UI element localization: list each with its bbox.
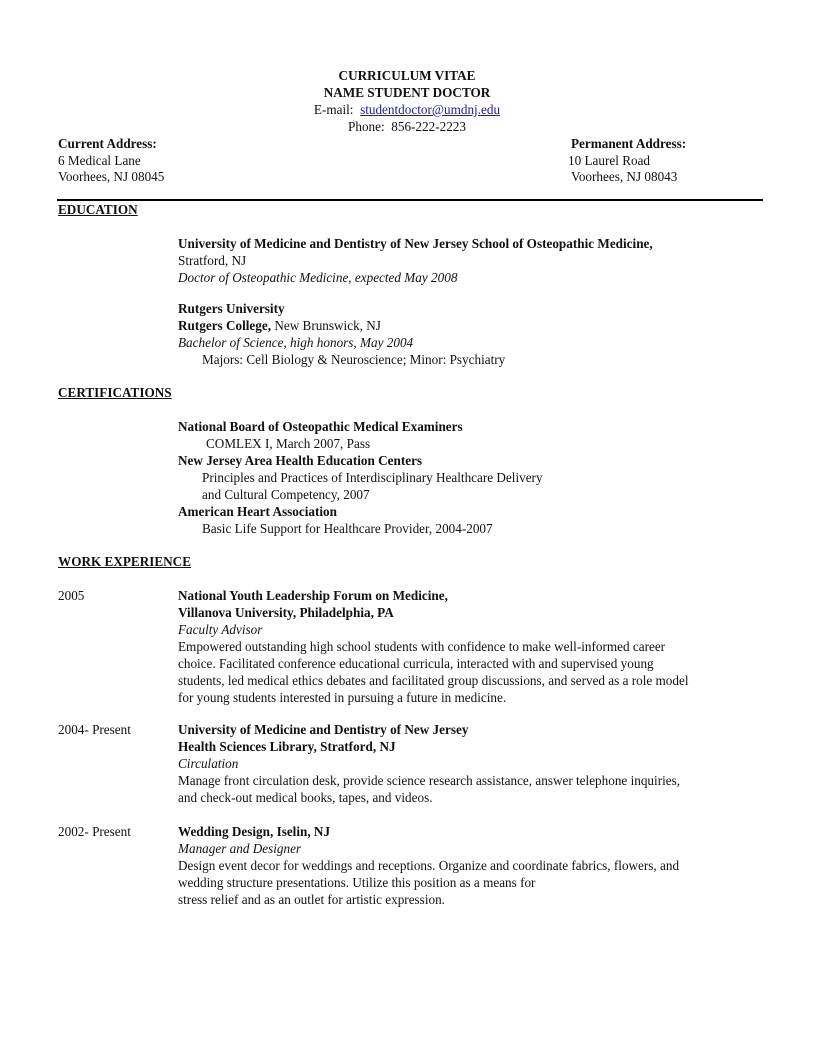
work-description-line: students, led medical ethics debates and facilitated group discussions, and served as a role model [178,673,689,688]
permanent-address-line2: Voorhees, NJ 08043 [571,169,678,184]
work-description-line: for young students interested in pursuing a future in medicine. [178,690,507,705]
work-org: Villanova University, Philadelphia, PA [178,605,394,620]
school-name: Rutgers University [178,301,285,316]
work-date: 2002- Present [58,824,131,839]
work-role: Manager and Designer [178,841,302,856]
work-description-line: Empowered outstanding high school students with confidence to make well-informed career [178,639,666,654]
work-role: Circulation [178,756,239,771]
cert-detail: COMLEX I, March 2007, Pass [206,436,371,451]
phone-label: Phone: [348,119,385,134]
education-heading: EDUCATION [58,202,138,217]
certifications-list [178,418,768,537]
work-description-line: wedding structure presentations. Utilize this position as a means for [178,875,536,890]
work-description-line: Design event decor for weddings and receptions. Organize and coordinate fabrics, flowers, and [178,858,680,873]
work-heading: WORK EXPERIENCE [58,554,191,569]
phone-number: 856-222-2223 [391,119,466,134]
work-description-line: and check-out medical books, tapes, and videos. [178,790,433,805]
phone-line [0,118,814,135]
work-org: Wedding Design, Iselin, NJ [178,824,331,839]
work-entry-3 [178,823,768,908]
certifications-heading: CERTIFICATIONS [58,385,172,400]
permanent-address-line1: 10 Laurel Road [568,153,651,168]
education-entry-1 [178,235,768,286]
header-divider [57,199,763,201]
cert-org: New Jersey Area Health Education Centers [178,453,423,468]
work-description-line: Manage front circulation desk, provide science research assistance, answer telephone inquiries, [178,773,681,788]
school-location: Stratford, NJ [178,253,247,268]
permanent-address-label: Permanent Address: [571,136,687,151]
email-label: E-mail: [313,102,354,117]
work-date: 2004- Present [58,722,131,737]
cert-detail: Basic Life Support for Healthcare Provider, 2004-2007 [202,521,493,536]
current-address-line1: 6 Medical Lane [58,153,141,168]
work-description-line: stress relief and as an outlet for artistic expression. [178,892,445,907]
degree: Doctor of Osteopathic Medicine, expected May 2008 [178,270,458,285]
work-org: University of Medicine and Dentistry of New Jersey [178,722,469,737]
cert-org: National Board of Osteopathic Medical Examiners [178,419,463,434]
work-role: Faculty Advisor [178,622,263,637]
current-address-label: Current Address: [58,136,157,151]
cert-org: American Heart Association [178,504,337,519]
work-org: National Youth Leadership Forum on Medicine, [178,588,448,603]
education-entry-2 [178,300,768,368]
work-description-line: choice. Facilitated conference educational curricula, interacted with and supervised young [178,656,654,671]
work-org: Health Sciences Library, Stratford, NJ [178,739,396,754]
student-name: NAME STUDENT DOCTOR [323,85,491,100]
work-entry-2 [178,721,768,806]
college-line [178,317,768,334]
email-line [0,101,814,118]
document-title: CURRICULUM VITAE [338,68,476,83]
current-address-line2: Voorhees, NJ 08045 [58,169,165,184]
college-location: New Brunswick, NJ [271,318,381,333]
college-name: Rutgers College, [178,318,272,333]
work-entry-1 [178,587,768,706]
work-date: 2005 [58,588,85,603]
cert-detail: and Cultural Competency, 2007 [202,487,370,502]
cert-detail: Principles and Practices of Interdisciplinary Healthcare Delivery [202,470,543,485]
school-name: University of Medicine and Dentistry of New Jersey School of Osteopathic Medicine, [178,236,653,251]
degree: Bachelor of Science, high honors, May 2004 [178,335,414,350]
email-link[interactable]: studentdoctor@umdnj.edu [360,102,501,117]
majors: Majors: Cell Biology & Neuroscience; Minor: Psychiatry [202,352,506,367]
